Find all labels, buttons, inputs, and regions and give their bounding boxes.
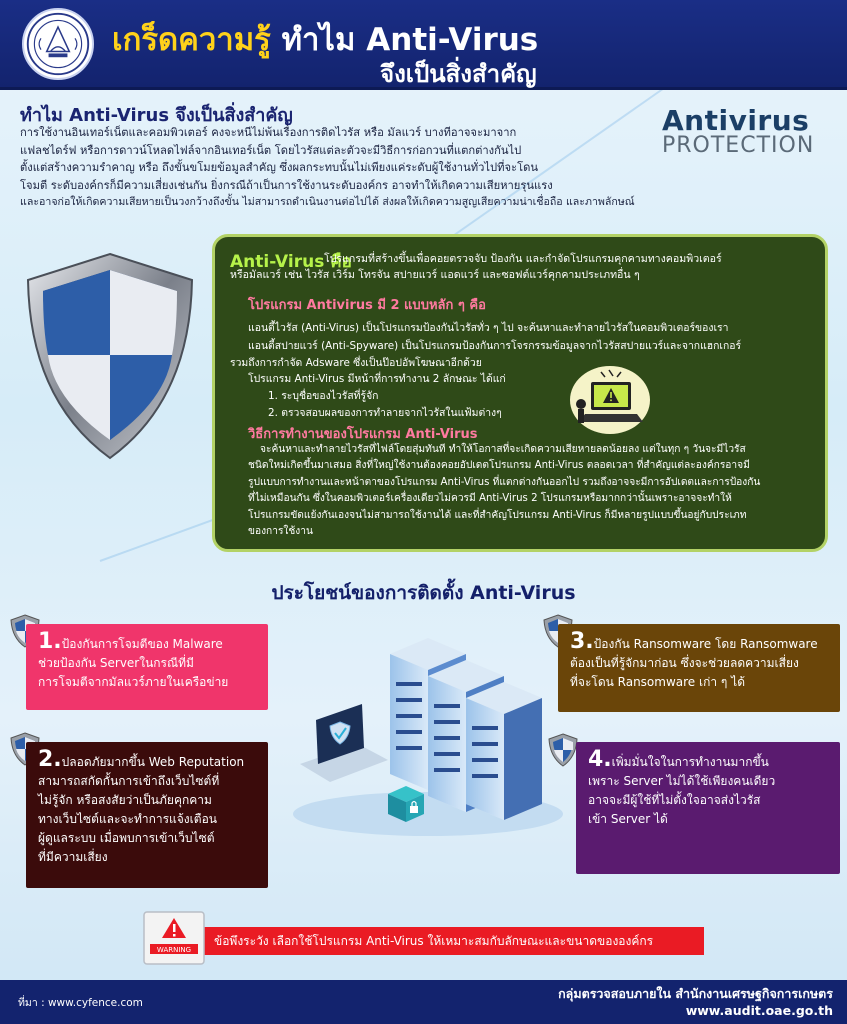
benefit-line: ที่จะโดน Ransomware เก่า ๆ ได้ — [570, 675, 746, 689]
list-item: 1. ระบุชื่อของไวรัสที่รู้จัก — [268, 390, 379, 402]
organization-name: กลุ่มตรวจสอบภายใน สำนักงานเศรษฐกิจการเกษตร — [558, 986, 833, 1001]
panel-text-line: รูปแบบการทำงานและหน้าตาของโปรแกรม Anti-Virus ที่แตกต่างกันออกไป รวมถึงอาจจะมีการอัปเดตและการป้องกัน — [248, 476, 761, 488]
benefit-line: การโจมตีจากมัลแวร์ภายในเครือข่าย — [38, 675, 229, 689]
benefit-line: ป้องกันการโจมตีของ Malware — [61, 637, 223, 651]
title-main-text: ทำไม Anti-Virus — [281, 22, 539, 58]
benefit-line: ปลอดภัยมากขึ้น Web Reputation — [61, 755, 245, 769]
benefit-line: เข้า Server ได้ — [588, 812, 668, 826]
organization-url: www.audit.oae.go.th — [685, 1003, 833, 1018]
warning-text: ข้อพึงระวัง เลือกใช้โปรแกรม Anti-Virus ให้เหมาะสมกับลักษณะและขนาดขององค์กร — [214, 934, 654, 948]
panel-description-line: หรือมัลแวร์ เช่น ไวรัส เวิร์ม โทรจัน สปายแวร์ แอดแวร์ และซอฟต์แวร์คุกคามประเภทอื่น ๆ — [230, 269, 640, 281]
source-credit: ที่มา : www.cyfence.com — [18, 997, 143, 1009]
benefit-line: ที่มีความเสี่ยง — [38, 850, 108, 864]
benefit-number: 2. — [38, 747, 62, 772]
list-item: 2. ตรวจสอบผลของการทำลายจากไวรัสในแฟ้มต่างๆ — [268, 407, 502, 419]
warning-sign-label: WARNING — [156, 946, 192, 954]
benefit-line: อาจจะมีผู้ใช้ที่ไม่ตั้งใจอาจส่งไวรัส — [588, 793, 761, 807]
benefit-line: ต้องเป็นที่รู้จักมาก่อน ซึ่งจะช่วยลดความเสี่ยง — [570, 656, 799, 670]
panel-function-list — [248, 371, 568, 422]
benefit-card-2 — [26, 742, 268, 888]
intro-line: การใช้งานอินเทอร์เน็ตและคอมพิวเตอร์ คงจะหนีไม่พ้นเรื่องการติดไวรัส หรือ มัลแวร์ บางทีอาจจะมาจาก — [20, 126, 517, 139]
agency-seal-icon — [22, 8, 94, 80]
antivirus-protection-logo — [662, 104, 837, 158]
panel-subheading-types: โปรแกรม Antivirus มี 2 แบบหลัก ๆ คือ — [248, 298, 486, 313]
list-intro: โปรแกรม Anti-Virus มีหน้าที่การทำงาน 2 ลักษณะ ได้แก่ — [248, 373, 506, 385]
panel-text-line: ที่ไม่เหมือนกัน ซึ่งในคอมพิวเตอร์เครื่องเดียวไม่ควรมี Anti-Virus 2 โปรแกรมหรือมากกว่านั้นเพราะอาจจะทำให้ — [248, 493, 732, 505]
warning-sign-icon — [142, 910, 214, 968]
benefit-line: ทางเว็บไซต์และจะทำการแจ้งเตือน — [38, 812, 217, 826]
panel-text-line: ชนิดใหม่เกิดขึ้นมาเสมอ สิ่งที่ใหญ่ใช้งานต้องคอยอัปเดตโปรแกรม Anti-Virus ตลอดเวลา ที่สำคัญแต่ละองค์กรอาจมี — [248, 460, 750, 472]
panel-howitworks-text — [248, 442, 820, 540]
panel-subheading-howitworks: วิธีการทำงานของโปรแกรม Anti-Virus — [248, 427, 478, 442]
benefit-line: สามารถสกัดกั้นการเข้าถึงเว็บไซต์ที่ — [38, 774, 220, 788]
benefit-card-3 — [558, 624, 840, 712]
intro-line: โจมตี ระดับองค์กรก็มีความเสี่ยงเช่นกัน ยิ่งกรณีถ้าเป็นการใช้งานระดับองค์กร อาจทำให้เกิดความเสียหายรุนแรง — [20, 178, 553, 192]
benefits-heading: ประโยชน์ของการติดตั้ง Anti-Virus — [271, 582, 576, 604]
panel-types-text-cont — [230, 338, 820, 372]
warning-banner — [188, 927, 704, 955]
intro-line: แฟลชไดร์ฟ หรือการดาวน์โหลดไฟล์จากอินเทอร์เน็ต โดยไวรัสแต่ละตัวจะมีวิธีการก่อกวนที่แตกต่างกันไป — [20, 143, 522, 157]
benefit-line: ป้องกัน Ransomware โดย Ransomware — [593, 637, 818, 651]
server-rack-icon — [278, 624, 568, 842]
benefit-line: เพราะ Server ไม่ได้ใช้เพียงคนเดียว — [588, 774, 776, 788]
panel-text-line: แอนตี้สปายแวร์ (Anti-Spyware) เป็นโปรแกรมป้องกันการโจรกรรมข้อมูลจากไวรัสสปายแวร์และจากแฮกเกอร์ — [248, 340, 742, 352]
logo-line-1: Antivirus — [662, 104, 810, 137]
panel-text-line: รวมถึงการกำจัด Adsware ซึ่งเป็นป๊อปอัพโฆษณาอีกด้วย — [230, 357, 482, 369]
intro-heading: ทำไม Anti-Virus จึงเป็นสิ่งสำคัญ — [20, 105, 293, 126]
benefit-line: ผู้ดูแลระบบ เมื่อพบการเข้าเว็บไซต์ — [38, 831, 215, 845]
benefit-number: 3. — [570, 629, 594, 654]
benefit-card-1 — [26, 624, 268, 710]
benefit-number: 4. — [588, 747, 612, 772]
benefit-line: ไม่รู้จัก หรือสงสัยว่าเป็นภัยคุกคาม — [38, 793, 212, 807]
panel-text-line: แอนตี้ไวรัส (Anti-Virus) เป็นโปรแกรมป้องกันไวรัสทั่ว ๆ ไป จะค้นหาและทำลายไวรัสในคอมพิวเตอร์ของเรา — [248, 322, 729, 334]
logo-line-2: PROTECTION — [662, 133, 815, 158]
panel-text-line: จะค้นหาและทำลายไวรัสที่ไฟล์โดยสุ่มทันที ทำให้โอกาสที่จะเกิดความเสียหายลดน้อยลง แต่ในทุก ๆ วันจะมีไวรัส — [260, 444, 746, 455]
panel-title-description: โปรแกรมที่สร้างขึ้นเพื่อคอยตรวจจับ ป้องกัน และกำจัดโปรแกรมคุกคามทางคอมพิวเตอร์ — [324, 253, 722, 265]
panel-types-text — [248, 320, 818, 337]
panel-title: Anti-Virus คือ — [230, 252, 352, 272]
title-highlight: เกร็ดความรู้ — [112, 22, 271, 58]
intro-line: ตั้งแต่สร้างความรำคาญ หรือ ถึงขั้นขโมยข้อมูลสำคัญ ซึ่งผลกระทบนั้นไม่เพียงแค่ระดับผู้ใช้งานทั่วไปที่จะโดน — [20, 161, 538, 175]
intro-line: และอาจก่อให้เกิดความเสียหายเป็นวงกว้างถึงขั้น ไม่สามารถดำเนินงานต่อไปได้ ส่งผลให้เกิดความสูญเสียความน่าเชื่อถือ และภาพลักษณ์ — [20, 196, 635, 209]
benefit-line: ช่วยป้องกัน Serverในกรณีที่มี — [38, 656, 194, 670]
page-subtitle: จึงเป็นสิ่งสำคัญ — [380, 60, 537, 88]
benefit-card-4 — [576, 742, 840, 874]
benefit-number: 1. — [38, 629, 62, 654]
benefit-line: เพิ่มมั่นใจในการทำงานมากขึ้น — [611, 755, 769, 769]
panel-text-line: ของการใช้งาน — [248, 526, 313, 538]
panel-text-line: โปรแกรมขัดแย้งกันเองจนไม่สามารถใช้งานได้ และที่สำคัญโปรแกรม Anti-Virus ก็มีหลายรูปแบบขึ้นอยู่กับประเภท — [248, 509, 747, 521]
laptop-warning-icon — [565, 360, 655, 436]
shield-icon — [22, 250, 198, 462]
